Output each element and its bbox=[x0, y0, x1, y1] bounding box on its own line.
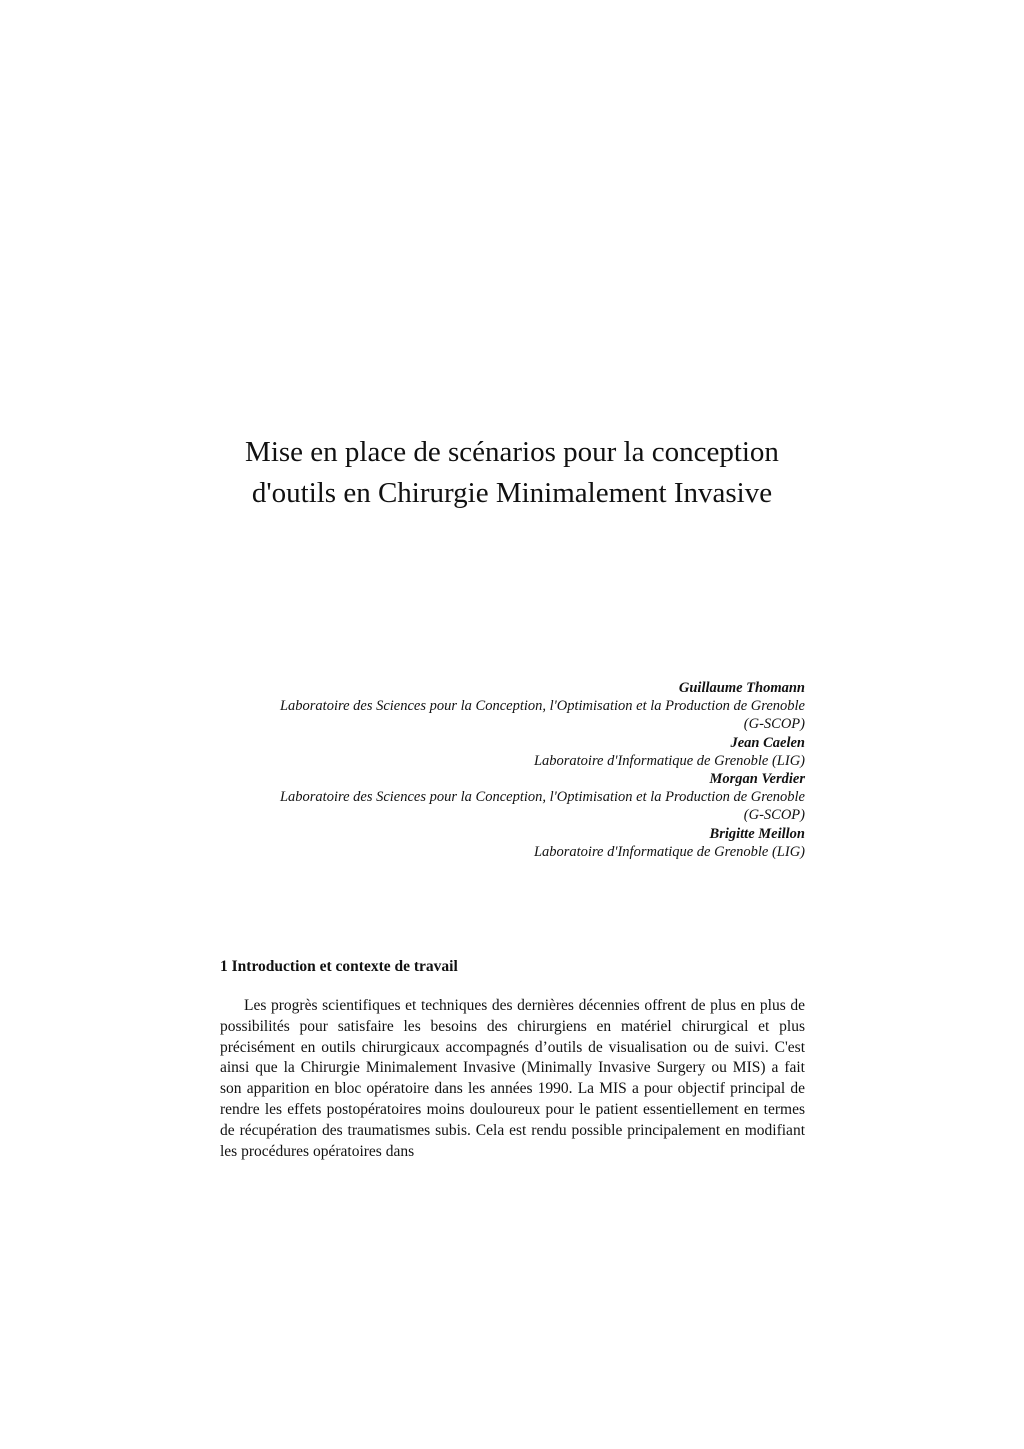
paper-title-line-1: Mise en place de scénarios pour la conception bbox=[245, 436, 779, 468]
author-name: Guillaume Thomann bbox=[678, 680, 805, 696]
section-heading: 1 Introduction et contexte de travail bbox=[220, 958, 458, 975]
author-block bbox=[220, 679, 805, 861]
author-name: Jean Caelen bbox=[730, 734, 805, 751]
author-affiliation-cont: (G-SCOP) bbox=[743, 807, 805, 824]
author-affiliation-cont: (G-SCOP) bbox=[743, 716, 805, 733]
author-affiliation: Laboratoire des Sciences pour la Conception, l'Optimisation et la Production de Grenoble bbox=[279, 698, 805, 715]
section-paragraph: Les progrès scientifiques et techniques des dernières décennies offrent de plus en plus de possibilités pour satisfaire les besoins des chirurgiens en matériel chirurgical et plus précisément en outils chirurgicaux accompagnés d’outils de visualisation ou de suivi. C'est ainsi que la Chirurgie Minimalement Invasive (Minimally Invasive Surgery ou MIS) a fait son apparition en bloc opératoire dans les années 1990. La MIS a pour objectif principal de rendre les effets postopératoires moins douloureux pour le patient essentiellement en termes de récupération des traumatismes subis. Cela est rendu possible principalement en modifiant les procédures opératoires dans bbox=[220, 997, 805, 1160]
author-affiliation: Laboratoire d'Informatique de Grenoble (LIG) bbox=[533, 843, 805, 860]
paper-title bbox=[200, 432, 824, 514]
author-affiliation: Laboratoire des Sciences pour la Conception, l'Optimisation et la Production de Grenoble bbox=[279, 789, 805, 806]
author-name: Brigitte Meillon bbox=[709, 825, 805, 842]
author-name: Morgan Verdier bbox=[709, 771, 805, 788]
author-affiliation: Laboratoire d'Informatique de Grenoble (LIG) bbox=[533, 752, 805, 769]
paper-title-line-2: d'outils en Chirurgie Minimalement Invasive bbox=[251, 477, 773, 509]
